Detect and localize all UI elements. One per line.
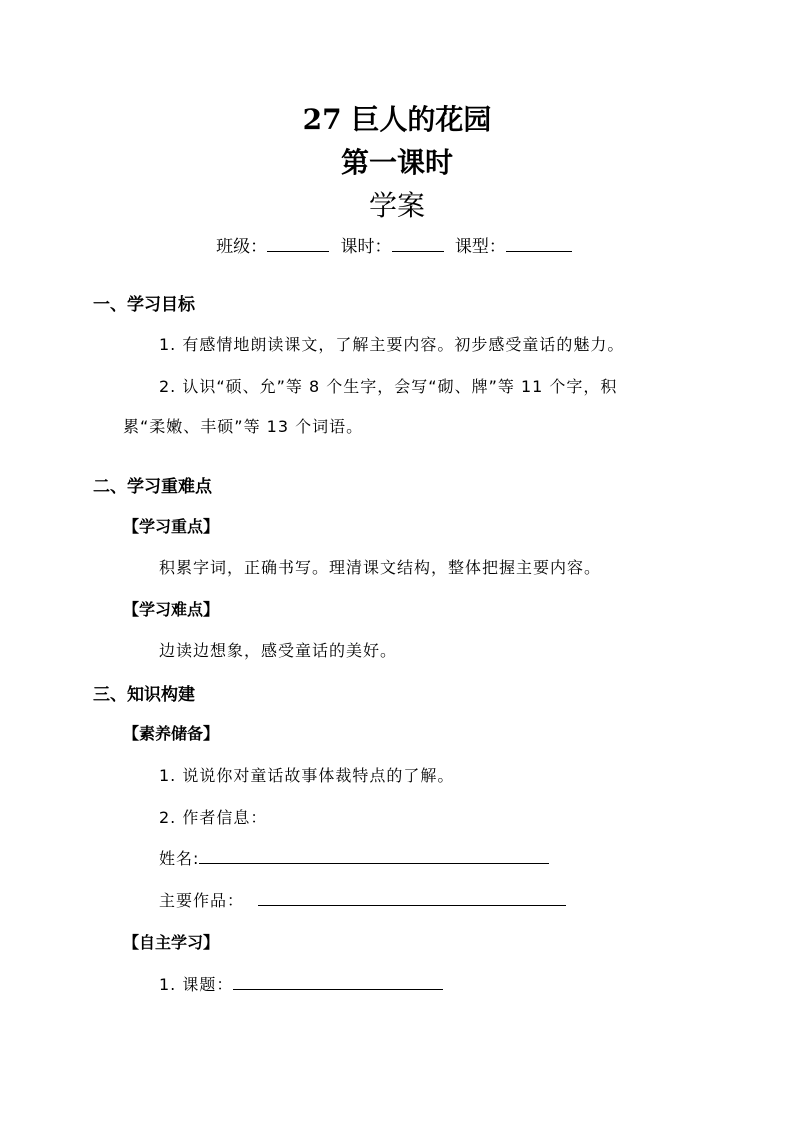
tag-key-points: 【学习重点】 [123,517,220,536]
author-works-label: 主要作品： [159,891,245,910]
tag-literacy-prep: 【素养储备】 [123,724,220,743]
document-title: 27 巨人的花园 [302,103,492,136]
period-label: 课时： [340,237,392,257]
author-name-blank[interactable] [199,847,549,864]
period-blank[interactable] [392,233,444,252]
section-1-heading: 一、学习目标 [93,295,195,315]
tag-self-study: 【自主学习】 [123,933,220,952]
class-label: 班级： [216,237,268,257]
topic-blank[interactable] [233,973,443,990]
prep-item-1: 1. 说说你对童话故事体裁特点的了解。 [159,766,455,785]
author-name-label: 姓名: [159,849,200,868]
tag-difficult-points: 【学习难点】 [123,600,220,619]
author-works-blank[interactable] [258,889,566,906]
document-subtitle-lesson: 第一课时 [340,146,453,179]
objective-item-2-line-1: 2. 认识“硕、允”等 8 个生字，会写“砌、牌”等 11 个字，积 [159,377,618,396]
author-name-row [159,846,549,869]
author-works-row [159,888,566,911]
section-3-heading: 三、知识构建 [93,685,195,705]
type-blank[interactable] [506,233,572,252]
type-label: 课型： [454,237,506,257]
prep-item-2: 2. 作者信息： [159,808,268,827]
objective-item-2-line-2: 累“柔嫩、丰硕”等 13 个词语。 [123,417,364,436]
section-2-heading: 二、学习重难点 [93,477,212,497]
meta-row [0,232,794,257]
difficult-points-text: 边读边想象，感受童话的美好。 [159,641,398,660]
objective-item-1: 1. 有感情地朗读课文，了解主要内容。初步感受童话的魅力。 [159,335,625,354]
topic-label: 1. 课题： [159,975,234,994]
class-blank[interactable] [267,233,329,252]
key-points-text: 积累字词，正确书写。理清课文结构，整体把握主要内容。 [159,558,602,577]
document-subtitle-type: 学案 [368,189,425,222]
self-study-item-1 [159,972,443,995]
